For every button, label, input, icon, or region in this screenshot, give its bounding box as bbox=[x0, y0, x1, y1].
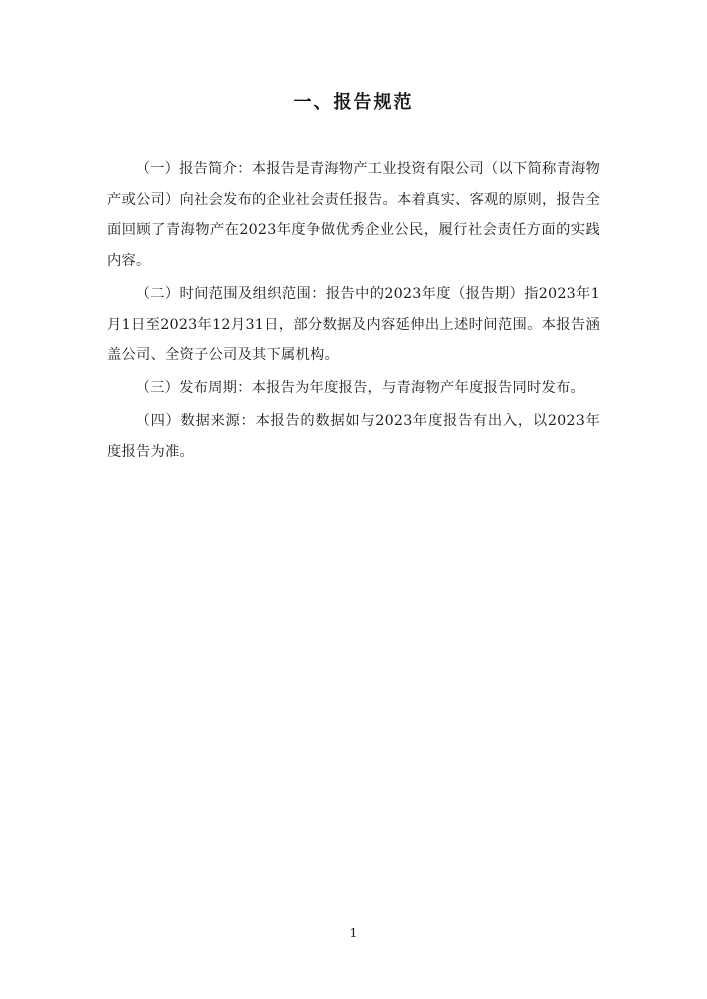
page-content bbox=[107, 0, 600, 467]
paragraph-report-introduction: （一）报告简介：本报告是青海物产工业投资有限公司（以下简称青海物产或公司）向社会发布的企业社会责任报告。本着真实、客观的原则，报告全面回顾了青海物产在2023年度争做优秀企业公民，履行社会责任方面的实践内容。 bbox=[107, 161, 600, 270]
paragraph-time-and-scope: （二）时间范围及组织范围：报告中的2023年度（报告期）指2023年1月1日至2023年12月31日，部分数据及内容延伸出上述时间范围。本报告涵盖公司、全资子公司及其下属机构。 bbox=[107, 285, 600, 364]
page-title: 一、报告规范 bbox=[293, 92, 414, 113]
paragraph-publication-cycle: （三）发布周期：本报告为年度报告，与青海物产年度报告同时发布。 bbox=[135, 380, 585, 397]
paragraph-data-source: （四）数据来源：本报告的数据如与2023年度报告有出入，以2023年度报告为准。 bbox=[107, 412, 600, 460]
page-number: 1 bbox=[349, 925, 358, 940]
